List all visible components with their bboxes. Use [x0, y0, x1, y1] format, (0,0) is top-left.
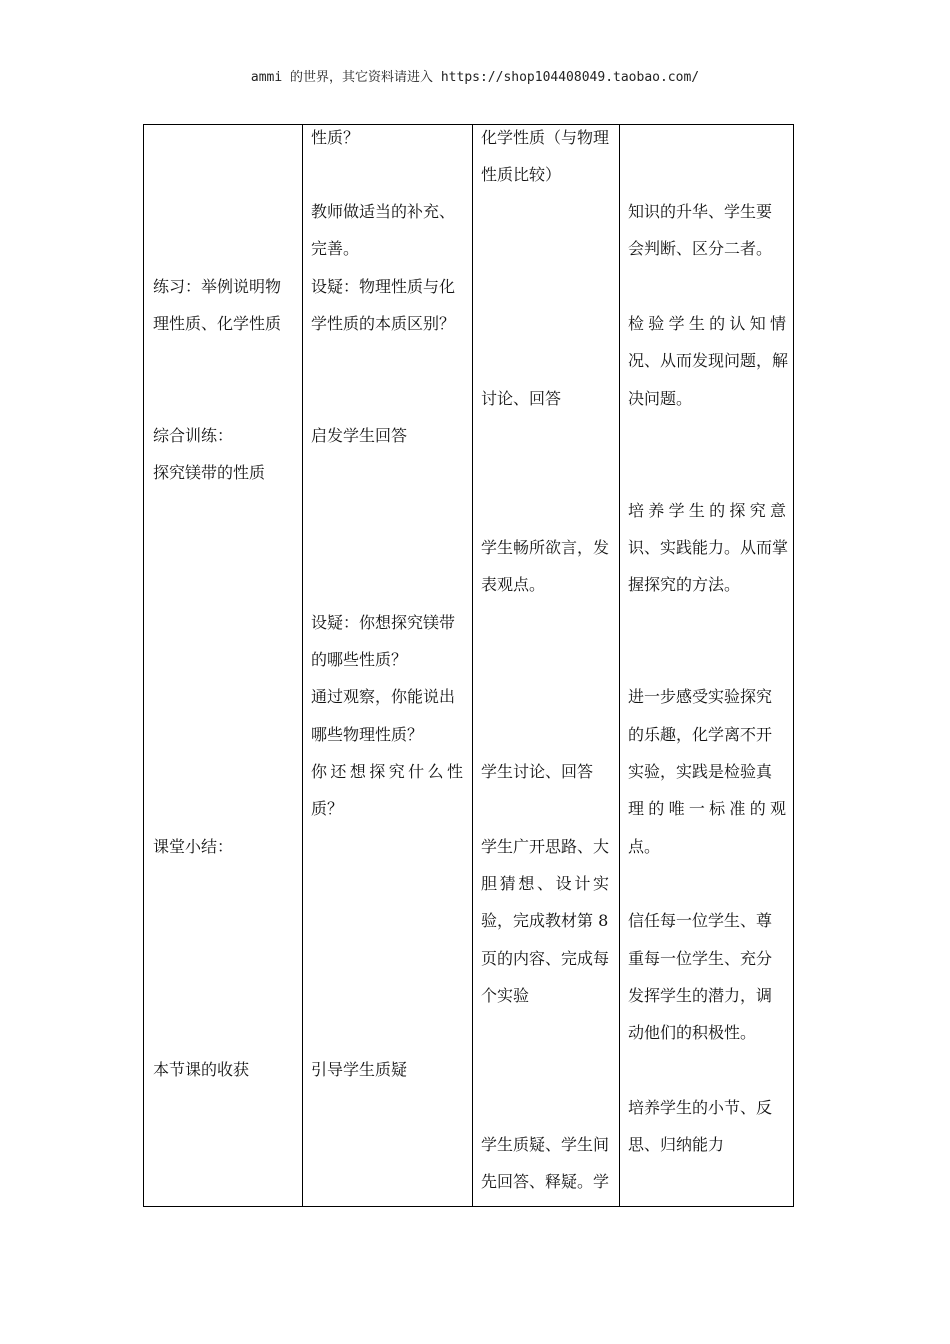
- teacher-activity-text: 教师做适当的补充、: [311, 202, 456, 221]
- teacher-activity-text: 引导学生质疑: [311, 1060, 408, 1079]
- teacher-activity-text: 设疑：物理性质与化: [311, 277, 456, 296]
- student-activity-text: 学生畅所欲言，发: [481, 538, 610, 557]
- design-intent-text: 检验学生的认知情: [628, 314, 786, 333]
- student-activity-text: 性质比较）: [481, 165, 562, 184]
- teacher-activity-text: 学性质的本质区别？: [311, 314, 456, 333]
- design-intent-text: 点。: [628, 837, 661, 856]
- student-activity-text: 页的内容、完成每: [481, 949, 610, 968]
- teacher-activity-text: 哪些物理性质？: [311, 725, 424, 744]
- activity-text: 课堂小结：: [153, 837, 234, 856]
- design-intent-text: 识、实践能力。从而掌: [628, 538, 789, 557]
- design-intent-text: 发挥学生的潜力，调: [628, 986, 773, 1005]
- student-activity-text: 胆猜想、设计实: [481, 874, 609, 893]
- student-activity-text: 验，完成教材第 8: [481, 911, 609, 930]
- teacher-activity-text: 质？: [311, 799, 344, 818]
- student-activity-text: 学生广开思路、大: [481, 837, 610, 856]
- page-header: ammi 的世界，其它资料请进入 https://shop104408049.taobao.com/: [250, 70, 700, 85]
- design-intent-text: 培养学生的小节、反: [628, 1098, 773, 1117]
- student-activity-text: 化学性质（与物理: [481, 128, 610, 147]
- column-divider-1: [302, 125, 303, 1206]
- student-activity-text: 学生质疑、学生间: [481, 1135, 610, 1154]
- design-intent-text: 的乐趣，化学离不开: [628, 725, 773, 744]
- design-intent-text: 动他们的积极性。: [628, 1023, 757, 1042]
- activity-text: 练习：举例说明物: [153, 277, 282, 296]
- student-activity-text: 表观点。: [481, 575, 546, 594]
- student-activity-text: 学生讨论、回答: [481, 762, 594, 781]
- activity-text: 本节课的收获: [153, 1060, 250, 1079]
- teacher-activity-text: 通过观察，你能说出: [311, 687, 456, 706]
- activity-text: 探究镁带的性质: [153, 463, 266, 482]
- activity-text: 综合训练：: [153, 426, 234, 445]
- design-intent-text: 知识的升华、学生要: [628, 202, 773, 221]
- column-divider-2: [472, 125, 473, 1206]
- student-activity-text: 讨论、回答: [481, 389, 562, 408]
- activity-text: 理性质、化学性质: [153, 314, 282, 333]
- student-activity-text: 个实验: [481, 986, 530, 1005]
- design-intent-text: 决问题。: [628, 389, 693, 408]
- teacher-activity-text: 性质？: [311, 128, 360, 147]
- design-intent-text: 重每一位学生、充分: [628, 949, 773, 968]
- design-intent-text: 会判断、区分二者。: [628, 239, 773, 258]
- teacher-activity-text: 启发学生回答: [311, 426, 408, 445]
- design-intent-text: 信任每一位学生、尊: [628, 911, 773, 930]
- teacher-activity-text: 你还想探究什么性: [311, 762, 463, 781]
- design-intent-text: 培养学生的探究意: [628, 501, 786, 520]
- student-activity-text: 先回答、释疑。学: [481, 1172, 610, 1191]
- design-intent-text: 况、从而发现问题，解: [628, 351, 789, 370]
- teacher-activity-text: 完善。: [311, 239, 360, 258]
- column-divider-3: [619, 125, 620, 1206]
- design-intent-text: 握探究的方法。: [628, 575, 741, 594]
- teacher-activity-text: 设疑：你想探究镁带: [311, 613, 456, 632]
- design-intent-text: 实验，实践是检验真: [628, 762, 773, 781]
- design-intent-text: 思、归纳能力: [628, 1135, 725, 1154]
- teacher-activity-text: 的哪些性质？: [311, 650, 408, 669]
- design-intent-text: 理的唯一标准的观: [628, 799, 786, 818]
- design-intent-text: 进一步感受实验探究: [628, 687, 773, 706]
